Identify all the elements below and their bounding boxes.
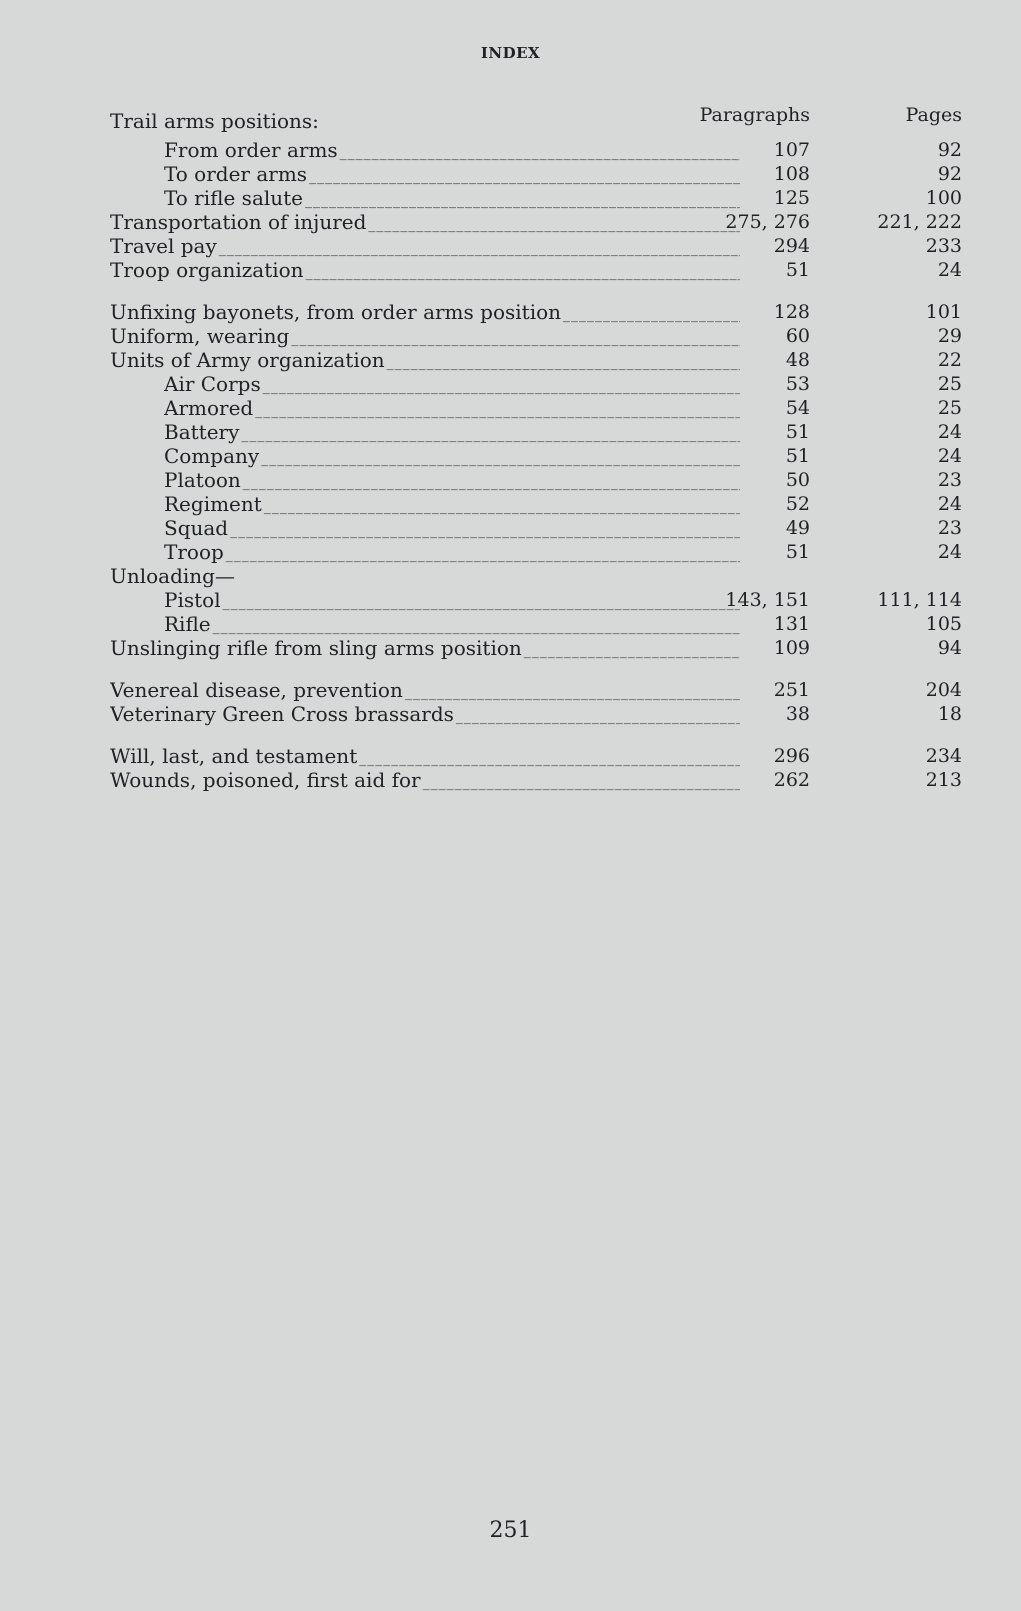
index-entry	[110, 186, 962, 210]
index-entry	[110, 258, 962, 282]
index-subterm: To rifle salute _____	[164, 186, 740, 213]
paragraph-ref: 275, 276	[725, 211, 810, 233]
page-ref: 101	[925, 301, 962, 323]
index-entry	[110, 210, 962, 234]
paragraph-ref: 108	[773, 163, 810, 185]
index-term: Travel pay _____	[110, 234, 740, 261]
paragraph-ref: 296	[773, 745, 810, 767]
index-subterm: Squad _____	[164, 516, 740, 543]
index-entry	[110, 702, 962, 726]
page-ref: 111, 114	[877, 589, 962, 611]
paragraph-ref: 51	[785, 259, 810, 281]
index-subterm: Armored _____	[164, 396, 740, 423]
paragraph-ref: 262	[773, 769, 810, 791]
page-ref: 221, 222	[877, 211, 962, 233]
column-header-paragraphs: Paragraphs	[699, 104, 810, 126]
page-ref: 18	[937, 703, 962, 725]
page-ref: 100	[925, 187, 962, 209]
index-entry	[110, 678, 962, 702]
index-entry	[110, 588, 962, 612]
page-ref: 24	[937, 541, 962, 563]
index-subterm: Platoon _____	[164, 468, 740, 495]
page-ref: 92	[937, 139, 962, 161]
page-ref: 23	[937, 469, 962, 491]
page-ref: 233	[925, 235, 962, 257]
paragraph-ref: 51	[785, 445, 810, 467]
index-entry	[110, 744, 962, 768]
paragraph-ref: 107	[773, 139, 810, 161]
index-subterm: Air Corps _____	[164, 372, 740, 399]
index-term: Venereal disease, prevention _____	[110, 678, 740, 705]
page-ref: 22	[937, 349, 962, 371]
page-number: 251	[489, 1518, 532, 1543]
index-entry	[110, 372, 962, 396]
index-entry	[110, 324, 962, 348]
index-term: Wounds, poisoned, first aid for _____	[110, 768, 740, 795]
index-subterm: Company _____	[164, 444, 740, 471]
page-ref: 25	[937, 373, 962, 395]
page-ref: 92	[937, 163, 962, 185]
index-subterm: Battery _____	[164, 420, 740, 447]
page-ref: 25	[937, 397, 962, 419]
page-title: INDEX	[480, 44, 541, 62]
index-term: Will, last, and testament _____	[110, 744, 740, 771]
paragraph-ref: 131	[773, 613, 810, 635]
paragraph-ref: 128	[773, 301, 810, 323]
paragraph-ref: 60	[785, 325, 810, 347]
index-subterm: Troop _____	[164, 540, 740, 567]
index-entry	[110, 420, 962, 444]
page-ref: 204	[925, 679, 962, 701]
paragraph-ref: 109	[773, 637, 810, 659]
index-term: Trail arms positions:	[110, 109, 319, 133]
index-entry	[110, 234, 962, 258]
index-entry	[110, 612, 962, 636]
page-ref: 94	[937, 637, 962, 659]
index-term: Troop organization _____	[110, 258, 740, 285]
page-ref: 29	[937, 325, 962, 347]
index-entry	[110, 162, 962, 186]
index-term: Units of Army organization _____	[110, 348, 740, 375]
page-ref: 234	[925, 745, 962, 767]
page-ref: 24	[937, 445, 962, 467]
index-heading-row	[110, 104, 962, 138]
index-entry	[110, 636, 962, 660]
page-ref: 24	[937, 493, 962, 515]
page-ref: 213	[925, 769, 962, 791]
paragraph-ref: 143, 151	[725, 589, 810, 611]
index-term: Veterinary Green Cross brassards _____	[110, 702, 740, 729]
index-entry	[110, 300, 962, 324]
page-ref: 23	[937, 517, 962, 539]
index-subterm: From order arms _____	[164, 138, 740, 165]
paragraph-ref: 54	[785, 397, 810, 419]
index-subterm: Regiment _____	[164, 492, 740, 519]
paragraph-ref: 125	[773, 187, 810, 209]
index-entry	[110, 468, 962, 492]
index-entry	[110, 540, 962, 564]
index-entry	[110, 348, 962, 372]
index-list	[110, 104, 962, 792]
index-subterm: Rifle _____	[164, 612, 740, 639]
page-ref: 24	[937, 421, 962, 443]
index-subterm: Pistol _____	[164, 588, 740, 615]
paragraph-ref: 52	[785, 493, 810, 515]
index-entry	[110, 492, 962, 516]
paragraph-ref: 294	[773, 235, 810, 257]
paragraph-ref: 49	[785, 517, 810, 539]
index-entry	[110, 516, 962, 540]
paragraph-ref: 53	[785, 373, 810, 395]
index-term: Unloading—	[110, 564, 235, 588]
index-term: Unfixing bayonets, from order arms position _____	[110, 300, 740, 327]
paragraph-ref: 50	[785, 469, 810, 491]
index-entry	[110, 564, 962, 588]
index-term: Unslinging rifle from sling arms position _____	[110, 636, 740, 663]
index-term: Transportation of injured _____	[110, 210, 740, 237]
index-entry	[110, 768, 962, 792]
paragraph-ref: 51	[785, 541, 810, 563]
index-entry	[110, 396, 962, 420]
paragraph-ref: 51	[785, 421, 810, 443]
index-subterm: To order arms _____	[164, 162, 740, 189]
paragraph-ref: 48	[785, 349, 810, 371]
page-ref: 105	[925, 613, 962, 635]
index-term: Uniform, wearing _____	[110, 324, 740, 351]
page-ref: 24	[937, 259, 962, 281]
index-entry	[110, 138, 962, 162]
index-entry	[110, 444, 962, 468]
paragraph-ref: 251	[773, 679, 810, 701]
column-header-pages: Pages	[905, 104, 962, 126]
paragraph-ref: 38	[785, 703, 810, 725]
